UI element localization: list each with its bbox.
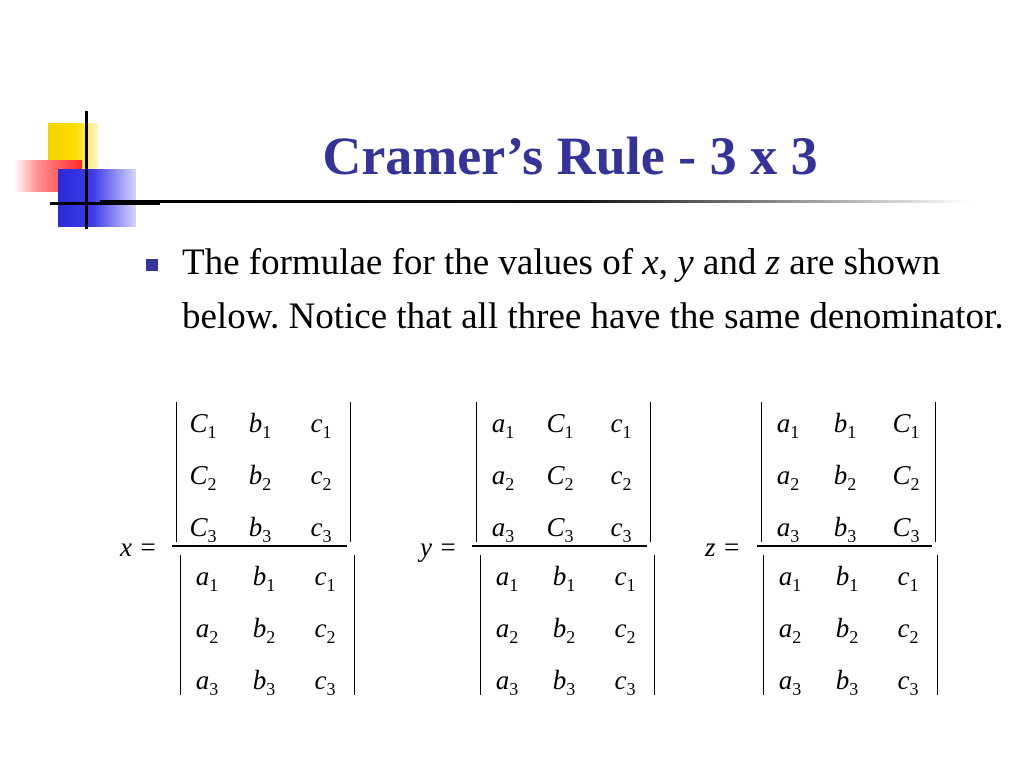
formula-lhs: x =	[120, 532, 157, 562]
matrix-entry: $C_1$	[546, 408, 574, 442]
matrix-entry: $c_3$	[314, 665, 336, 699]
matrix-entry: $b_2$	[248, 460, 272, 494]
matrix-entry: $C_1$	[189, 408, 217, 442]
bullet-var-z: z	[765, 242, 780, 283]
matrix-entry: $b_2$	[833, 460, 857, 494]
matrix-entry: $C_3$	[546, 512, 574, 546]
matrix-entry: $c_1$	[314, 561, 336, 595]
denominator-determinant	[480, 555, 655, 699]
matrix-entry: $C_3$	[892, 512, 920, 546]
denominator-determinant	[763, 555, 938, 699]
bullet-comma: ,	[658, 242, 678, 283]
slide-logo	[0, 105, 160, 235]
matrix-entry: $C_2$	[892, 460, 920, 494]
matrix-entry: $b_1$	[248, 408, 272, 442]
matrix-entry: $a_2$	[195, 613, 219, 647]
matrix-entry: $c_2$	[897, 613, 919, 647]
numerator-determinant	[476, 402, 651, 546]
formula-lhs: z =	[705, 532, 741, 562]
matrix-entry: $C_2$	[189, 460, 217, 494]
matrix-entry: $a_2$	[776, 460, 800, 494]
bullet-text-part2: are shown below. Notice that all three have the same denominator.	[182, 242, 1004, 337]
matrix-entry: $a_3$	[491, 512, 515, 546]
matrix-entry: $a_3$	[195, 665, 219, 699]
slide-title: Cramer’s Rule - 3 x 3	[322, 126, 818, 186]
matrix-entry: $a_1$	[495, 561, 519, 595]
matrix-entry: $b_3$	[552, 665, 576, 699]
matrix-entry: $a_1$	[776, 408, 800, 442]
matrix-entry: $a_2$	[491, 460, 515, 494]
bullet-var-x: x	[642, 242, 659, 283]
formula-lhs: y =	[420, 532, 457, 562]
matrix-entry: $c_2$	[614, 613, 636, 647]
bullet-var-y: y	[677, 242, 694, 283]
matrix-entry: $b_3$	[833, 512, 857, 546]
matrix-entry: $C_1$	[892, 408, 920, 442]
matrix-entry: $c_1$	[614, 561, 636, 595]
fraction-bar	[172, 545, 347, 547]
bullet-text	[182, 236, 1012, 344]
matrix-entry: $a_2$	[495, 613, 519, 647]
matrix-entry: $b_3$	[248, 512, 272, 546]
matrix-entry: $C_3$	[189, 512, 217, 546]
title-underline	[100, 200, 970, 203]
matrix-entry: $c_2$	[310, 460, 332, 494]
matrix-entry: $c_1$	[610, 408, 632, 442]
matrix-entry: $a_1$	[778, 561, 802, 595]
numerator-determinant	[176, 402, 351, 546]
matrix-entry: $a_3$	[776, 512, 800, 546]
bullet-and: and	[693, 242, 766, 283]
matrix-entry: $c_3$	[614, 665, 636, 699]
fraction-bar	[757, 545, 932, 547]
matrix-entry: $c_1$	[897, 561, 919, 595]
bullet-text-part1: The formulae for the values of	[182, 242, 643, 283]
matrix-entry: $C_2$	[546, 460, 574, 494]
matrix-entry: $c_2$	[610, 460, 632, 494]
matrix-entry: $b_1$	[835, 561, 859, 595]
matrix-entry: $c_1$	[310, 408, 332, 442]
matrix-entry: $a_1$	[491, 408, 515, 442]
fraction-bar	[472, 545, 647, 547]
matrix-entry: $b_3$	[252, 665, 276, 699]
bullet-square-icon	[146, 259, 158, 271]
matrix-entry: $b_2$	[835, 613, 859, 647]
denominator-determinant	[180, 555, 355, 699]
numerator-determinant	[761, 402, 936, 546]
matrix-entry: $a_3$	[495, 665, 519, 699]
matrix-entry: $c_3$	[897, 665, 919, 699]
logo-blue-square	[58, 169, 136, 227]
matrix-entry: $b_2$	[552, 613, 576, 647]
matrix-entry: $b_1$	[552, 561, 576, 595]
matrix-entry: $c_3$	[310, 512, 332, 546]
matrix-entry: $a_3$	[778, 665, 802, 699]
matrix-entry: $c_2$	[314, 613, 336, 647]
matrix-entry: $c_3$	[610, 512, 632, 546]
matrix-entry: $a_1$	[195, 561, 219, 595]
logo-vertical-line	[85, 111, 88, 229]
matrix-entry: $a_2$	[778, 613, 802, 647]
matrix-entry: $b_1$	[252, 561, 276, 595]
matrix-entry: $b_3$	[835, 665, 859, 699]
matrix-entry: $b_1$	[833, 408, 857, 442]
matrix-entry: $b_2$	[252, 613, 276, 647]
